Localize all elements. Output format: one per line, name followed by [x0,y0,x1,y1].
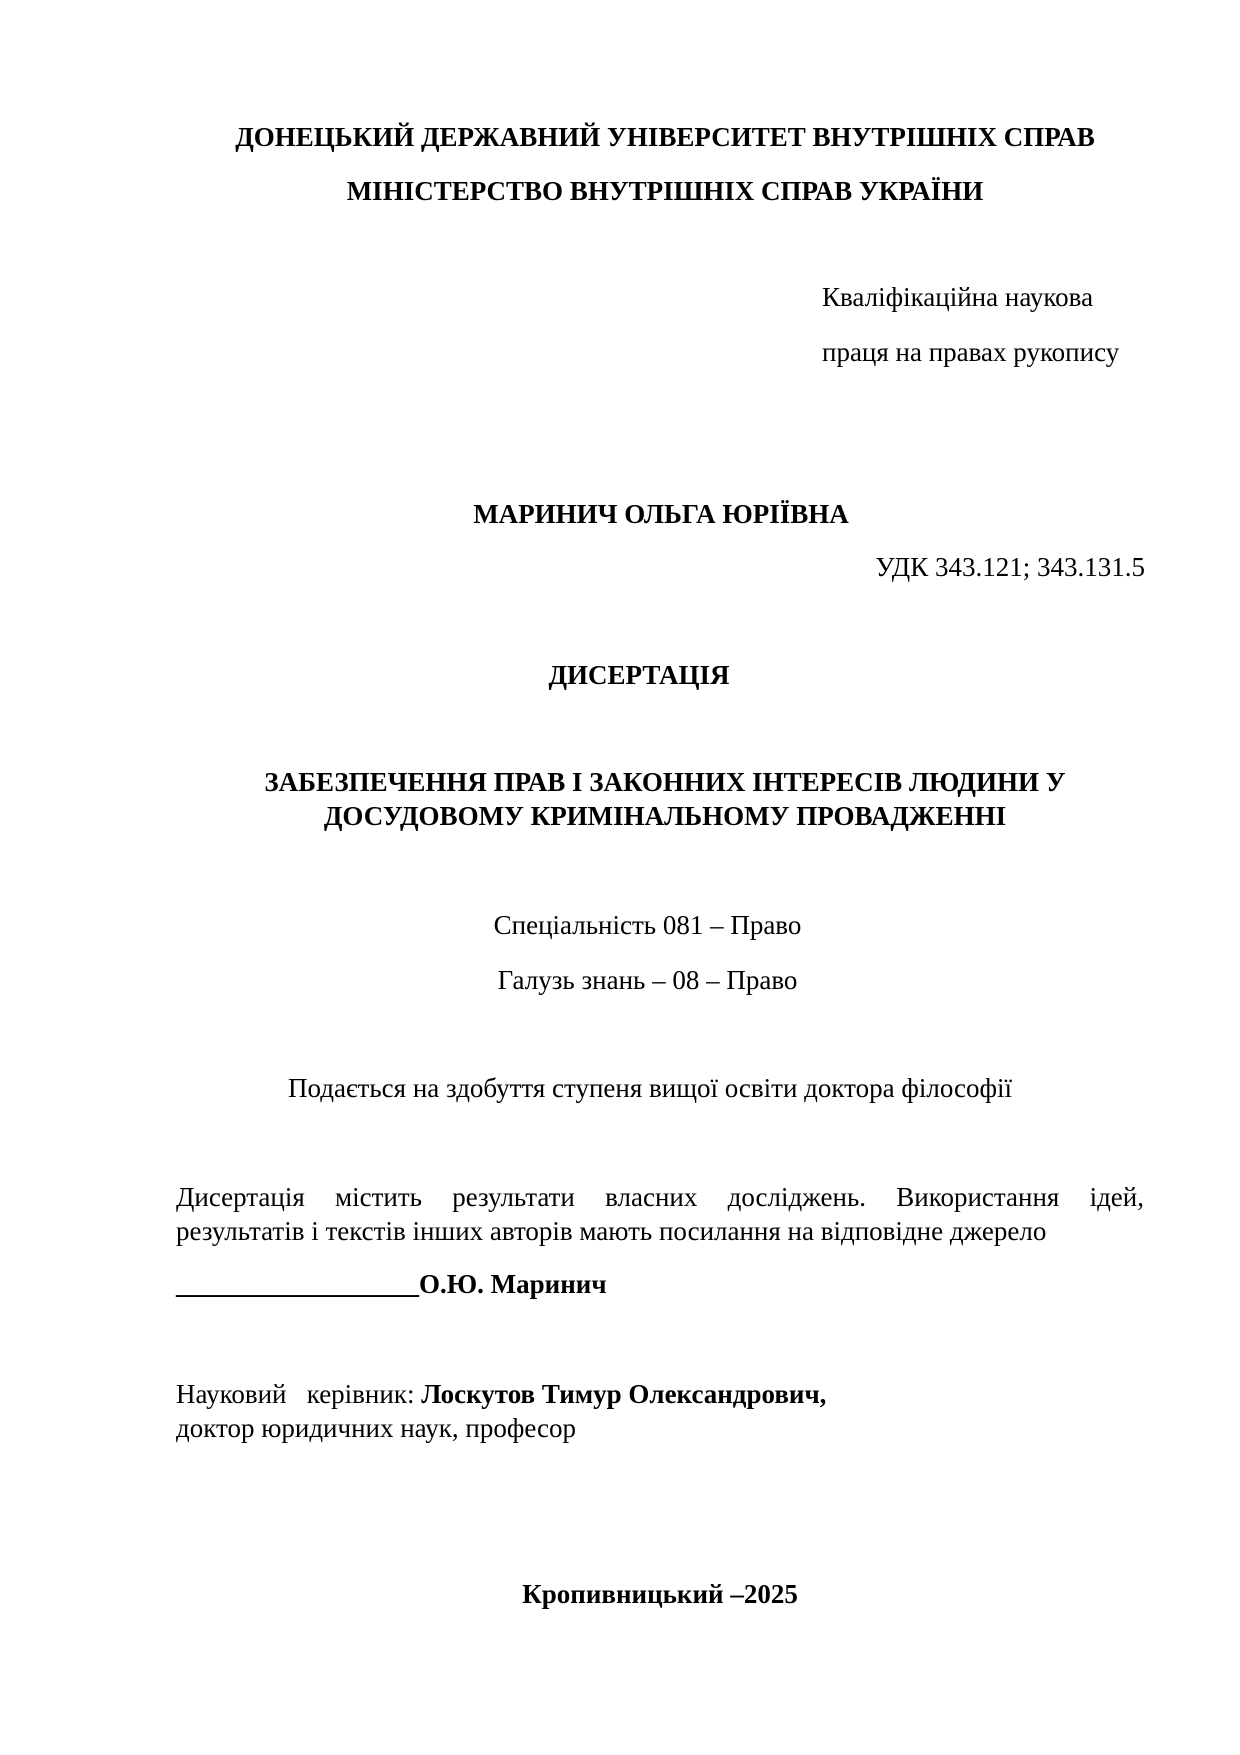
signature-line [176,1268,607,1300]
field-of-knowledge: Галузь знань – 08 – Право [497,965,798,995]
degree-statement: Подається на здобуття ступеня вищої освіти доктора філософії [288,1073,1012,1103]
university-name: ДОНЕЦЬКИЙ ДЕРЖАВНИЙ УНІВЕРСИТЕТ ВНУТРІШНІХ СПРАВ [235,122,1095,152]
supervisor-degree: доктор юридичних наук, професор [176,1413,576,1443]
signature-blank: __________________ [176,1269,419,1299]
ministry-name: МІНІСТЕРСТВО ВНУТРІШНІХ СПРАВ УКРАЇНИ [346,176,984,206]
manuscript-note-line1: Кваліфікаційна наукова [822,282,1094,312]
supervisor-line [176,1378,826,1410]
dissertation-title-line2: ДОСУДОВОМУ КРИМІНАЛЬНОМУ ПРОВАДЖЕННІ [323,801,1007,831]
udc-code: УДК 343.121; 343.131.5 [875,552,1145,582]
originality-line1: Дисертація містить результати власних досліджень. Використання ідей, [176,1182,1144,1212]
supervisor-label: Науковий керівник: [176,1379,415,1409]
originality-line2: результатів і текстів інших авторів мають посилання на відповідне джерело [176,1216,1047,1246]
signature-name: О.Ю. Маринич [419,1269,607,1299]
city-year: Кропивницький –2025 [522,1579,798,1609]
supervisor-name: Лоскутов Тимур Олександрович, [421,1379,827,1409]
author-name: МАРИНИЧ ОЛЬГА ЮРІЇВНА [473,499,849,529]
manuscript-note-line2: праця на правах рукопису [822,337,1120,367]
document-type: ДИСЕРТАЦІЯ [548,660,730,690]
specialty: Спеціальність 081 – Право [493,910,802,940]
dissertation-title-line1: ЗАБЕЗПЕЧЕННЯ ПРАВ І ЗАКОННИХ ІНТЕРЕСІВ ЛЮДИНИ У [264,767,1066,797]
